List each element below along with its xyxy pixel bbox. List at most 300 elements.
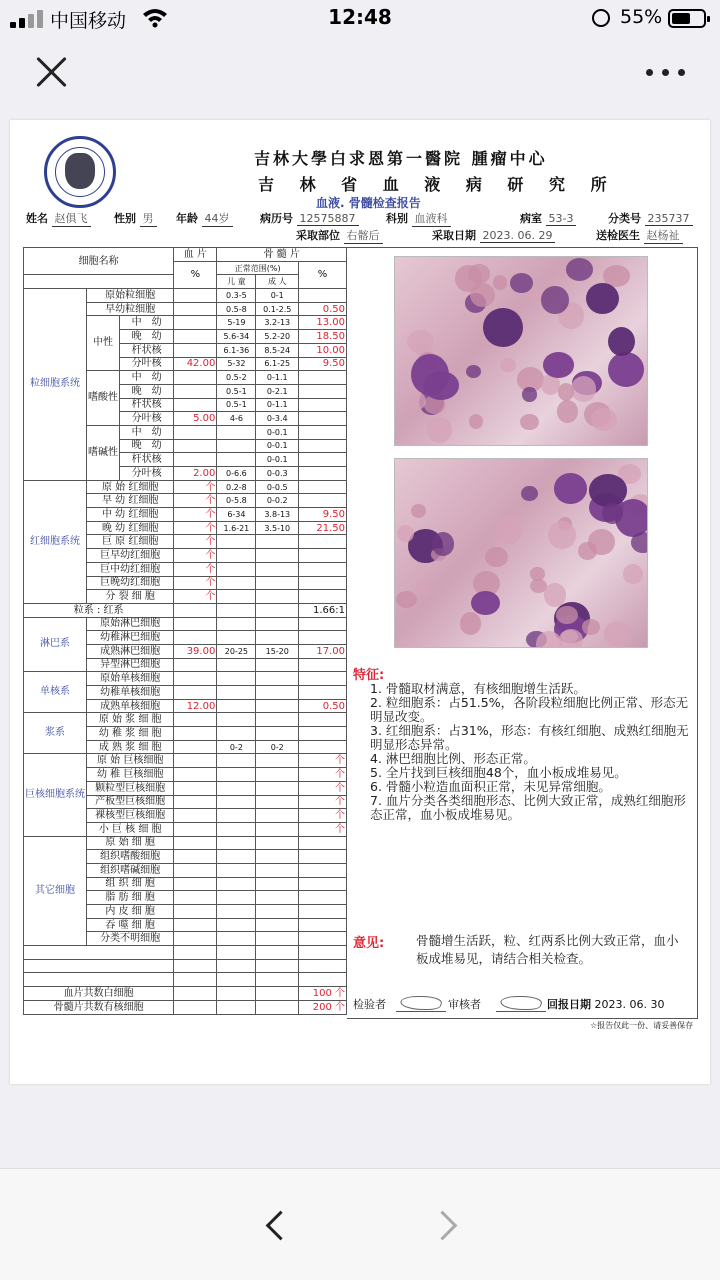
- marrow-value: 0.50: [299, 699, 347, 713]
- blood-value: 12.00: [174, 699, 217, 713]
- marrow-value: [299, 590, 347, 604]
- marrow-value: [299, 562, 347, 576]
- child-range: [217, 905, 256, 919]
- child-range: 6-34: [217, 508, 256, 522]
- blood-value: [174, 453, 217, 467]
- adult-range: 0-1.1: [256, 398, 299, 412]
- child-range: 0.5-1: [217, 398, 256, 412]
- blood-value: 个: [174, 562, 217, 576]
- cell-name: 分叶核: [120, 357, 174, 371]
- marrow-value: [299, 576, 347, 590]
- cell-blob: [586, 283, 619, 314]
- cell-blob: [460, 612, 481, 634]
- adult-range: 0-1: [256, 289, 299, 303]
- adult-range: [256, 686, 299, 700]
- marrow-value: [299, 836, 347, 850]
- child-range: [217, 535, 256, 549]
- adult-range: [256, 631, 299, 645]
- table-row: [24, 289, 347, 303]
- cell-name: 分 裂 细 胞: [87, 590, 174, 604]
- table-row: [24, 672, 347, 686]
- child-range: [217, 891, 256, 905]
- back-arrow-icon[interactable]: [262, 1209, 288, 1243]
- adult-range: [256, 1000, 299, 1014]
- adult-range: 3.2-13: [256, 316, 299, 330]
- child-range: [217, 781, 256, 795]
- marrow-value: 9.50: [299, 357, 347, 371]
- blood-value: [174, 877, 217, 891]
- marrow-value: [299, 932, 347, 946]
- adult-range: 0-0.2: [256, 494, 299, 508]
- cell-blob: [483, 308, 523, 347]
- blood-value: [174, 905, 217, 919]
- opinion-label: 意见:: [353, 936, 385, 951]
- cell-name: 原 始 巨核细胞: [87, 754, 174, 768]
- adult-range: [256, 713, 299, 727]
- blood-value: 个: [174, 508, 217, 522]
- battery-percent: 55%: [620, 6, 663, 28]
- cell-blob: [582, 619, 600, 635]
- cell-name: 异型淋巴细胞: [87, 658, 174, 672]
- marrow-value: [299, 289, 347, 303]
- cell-blob: [543, 352, 574, 377]
- child-range: 0-5.8: [217, 494, 256, 508]
- cell-name: [24, 946, 174, 960]
- child-range: [217, 576, 256, 590]
- cell-name: 中 幼: [120, 316, 174, 330]
- blood-value: 个: [174, 549, 217, 563]
- close-icon[interactable]: [34, 54, 70, 90]
- cell-blob: [493, 275, 508, 290]
- cell-name: 原始淋巴细胞: [87, 617, 174, 631]
- adult-range: 5.2-20: [256, 330, 299, 344]
- col-normal: 正常范围(%): [217, 261, 299, 275]
- adult-range: [256, 863, 299, 877]
- marrow-value: 个: [299, 754, 347, 768]
- child-range: [217, 590, 256, 604]
- cell-name: 粒系 : 红系: [24, 603, 174, 617]
- battery-icon: [668, 9, 706, 28]
- table-row: [24, 973, 347, 987]
- marrow-value: [299, 740, 347, 754]
- child-range: 0.5-2: [217, 371, 256, 385]
- blood-value: [174, 384, 217, 398]
- marrow-value: [299, 713, 347, 727]
- cell-name: 晚 幼: [120, 384, 174, 398]
- cell-name: 骨髓片共数有核细胞: [24, 1000, 174, 1014]
- child-range: [217, 1000, 256, 1014]
- child-range: 6.1-36: [217, 343, 256, 357]
- cell-blob: [536, 631, 562, 648]
- marrow-value: 1.66:1: [299, 603, 347, 617]
- marrow-value: [299, 850, 347, 864]
- cell-name: 内 皮 细 胞: [87, 905, 174, 919]
- cell-blob: [558, 383, 574, 401]
- table-row: [24, 959, 347, 973]
- report-date-label: 回报日期 2023. 06. 30: [547, 998, 665, 1011]
- blood-value: [174, 863, 217, 877]
- adult-range: [256, 672, 299, 686]
- cell-name: 中 幼: [120, 425, 174, 439]
- sample-site: 采取部位 右髂后: [296, 227, 383, 244]
- child-range: 5.6-34: [217, 330, 256, 344]
- adult-range: 6.1-25: [256, 357, 299, 371]
- cell-name: 杆状核: [120, 453, 174, 467]
- cell-name: 分类不明细胞: [87, 932, 174, 946]
- cell-name: 中 幼: [120, 371, 174, 385]
- cell-name: 巨中幼红细胞: [87, 562, 174, 576]
- blood-value: [174, 727, 217, 741]
- cell-name: 幼稚单核细胞: [87, 686, 174, 700]
- cell-blob: [608, 327, 635, 356]
- blood-value: [174, 809, 217, 823]
- sample-date: 采取日期 2023. 06. 29: [432, 227, 555, 243]
- referring-doctor: 送检医生 赵杨祉: [596, 227, 683, 244]
- blood-value: [174, 371, 217, 385]
- adult-range: 8.5-24: [256, 343, 299, 357]
- child-range: [217, 809, 256, 823]
- blood-value: [174, 740, 217, 754]
- child-range: [217, 918, 256, 932]
- blood-value: [174, 603, 217, 617]
- child-range: 0-2: [217, 740, 256, 754]
- adult-range: [256, 891, 299, 905]
- child-range: [217, 699, 256, 713]
- marrow-value: 个: [299, 768, 347, 782]
- marrow-value: 18.50: [299, 330, 347, 344]
- group-label: 单核系: [24, 672, 87, 713]
- adult-range: [256, 576, 299, 590]
- child-range: [217, 713, 256, 727]
- adult-range: [256, 768, 299, 782]
- reviewer-signature: [496, 992, 546, 1012]
- blood-value: 42.00: [174, 357, 217, 371]
- child-range: [217, 932, 256, 946]
- cell-count-table: [23, 247, 347, 1015]
- blood-value: [174, 1000, 217, 1014]
- adult-range: [256, 781, 299, 795]
- storage-note: ☆报告仅此一份、请妥善保存: [590, 1021, 694, 1030]
- cell-name: 组 织 细 胞: [87, 877, 174, 891]
- rotation-lock-icon: [592, 9, 610, 27]
- table-row: [24, 754, 347, 768]
- child-range: [217, 617, 256, 631]
- col-marrow: 骨 髓 片: [217, 248, 347, 262]
- blood-value: 2.00: [174, 467, 217, 481]
- cell-name: 原 始 细 胞: [87, 836, 174, 850]
- microscope-image-1: [394, 256, 648, 446]
- ward-room: 病室 53-3: [520, 210, 576, 226]
- cell-blob: [466, 365, 481, 378]
- cell-name: 早幼粒细胞: [87, 302, 174, 316]
- blood-value: [174, 987, 217, 1001]
- adult-range: [256, 850, 299, 864]
- child-range: [217, 727, 256, 741]
- col-adult: 成 人: [256, 275, 299, 289]
- cell-name: 巨早幼红细胞: [87, 549, 174, 563]
- cell-name: 原 始 红细胞: [87, 480, 174, 494]
- top-navbar: [0, 38, 720, 106]
- patient-name: 姓名 赵俱飞: [26, 210, 91, 227]
- feature-item: 2. 粒细胞系：占51.5%，各阶段粒细胞比例正常、形态无明显改变。: [370, 695, 689, 724]
- adult-range: 0-0.5: [256, 480, 299, 494]
- adult-range: [256, 822, 299, 836]
- child-range: [217, 603, 256, 617]
- blood-value: [174, 946, 217, 960]
- child-range: [217, 973, 256, 987]
- blood-value: [174, 289, 217, 303]
- blood-value: [174, 686, 217, 700]
- inspector-signature: [396, 992, 446, 1012]
- child-range: [217, 836, 256, 850]
- marrow-value: [299, 658, 347, 672]
- feature-item: 6. 骨髓小粒造血面积正常，未见异常细胞。: [370, 779, 611, 794]
- marrow-value: [299, 946, 347, 960]
- forward-arrow-icon[interactable]: [432, 1209, 458, 1243]
- table-row: [24, 836, 347, 850]
- blood-value: [174, 316, 217, 330]
- cell-name: 血片共数白细胞: [24, 987, 174, 1001]
- child-range: [217, 768, 256, 782]
- child-range: 0.5-1: [217, 384, 256, 398]
- col-child: 儿 童: [217, 275, 256, 289]
- blood-value: 5.00: [174, 412, 217, 426]
- cell-blob: [588, 529, 615, 556]
- blood-value: [174, 795, 217, 809]
- cell-blob: [408, 392, 426, 410]
- marrow-value: [299, 398, 347, 412]
- col-blood: 血 片: [174, 248, 217, 262]
- marrow-value: 个: [299, 809, 347, 823]
- blood-value: [174, 932, 217, 946]
- cell-blob: [554, 473, 588, 504]
- child-range: 5-32: [217, 357, 256, 371]
- marrow-value: [299, 384, 347, 398]
- cell-name: 原 始 浆 细 胞: [87, 713, 174, 727]
- marrow-value: 0.50: [299, 302, 347, 316]
- table-row: [24, 603, 347, 617]
- blood-value: 个: [174, 535, 217, 549]
- department: 科别 血液科: [386, 210, 451, 227]
- adult-range: [256, 699, 299, 713]
- marrow-value: [299, 535, 347, 549]
- marrow-value: 个: [299, 781, 347, 795]
- blood-value: [174, 781, 217, 795]
- inspector-label: 检验者: [353, 998, 386, 1011]
- child-range: 0.2-8: [217, 480, 256, 494]
- child-range: [217, 795, 256, 809]
- cell-blob: [496, 516, 522, 544]
- cell-name: 颗粒型巨核细胞: [87, 781, 174, 795]
- cell-name: 晚 幼: [120, 439, 174, 453]
- marrow-value: [299, 891, 347, 905]
- child-range: [217, 453, 256, 467]
- marrow-value: [299, 686, 347, 700]
- hospital-name: 吉林大學白求恩第一醫院 腫瘤中心: [254, 149, 548, 168]
- adult-range: [256, 905, 299, 919]
- cell-blob: [520, 414, 539, 431]
- adult-range: 0-0.1: [256, 453, 299, 467]
- features-list: [370, 682, 690, 822]
- cell-blob: [571, 376, 596, 402]
- marrow-value: 个: [299, 822, 347, 836]
- clock: 12:48: [328, 5, 392, 29]
- adult-range: [256, 562, 299, 576]
- child-range: [217, 439, 256, 453]
- adult-range: [256, 535, 299, 549]
- cell-blob: [471, 591, 501, 616]
- feature-item: 5. 全片找到巨核细胞48个，血小板成堆易见。: [370, 765, 627, 780]
- marrow-value: 17.00: [299, 644, 347, 658]
- child-range: 0-6.6: [217, 467, 256, 481]
- blood-value: [174, 836, 217, 850]
- child-range: [217, 822, 256, 836]
- cell-name: 产板型巨核细胞: [87, 795, 174, 809]
- child-range: [217, 877, 256, 891]
- cell-blob: [432, 532, 454, 556]
- cell-name: 早 幼 红细胞: [87, 494, 174, 508]
- marrow-value: [299, 631, 347, 645]
- blood-value: 个: [174, 480, 217, 494]
- table-row: [24, 1000, 347, 1014]
- blood-value: [174, 398, 217, 412]
- bottom-toolbar: [0, 1168, 720, 1280]
- blood-value: [174, 617, 217, 631]
- blood-value: [174, 343, 217, 357]
- blood-value: [174, 631, 217, 645]
- report-title: 血液. 骨髓检查报告: [316, 196, 421, 210]
- adult-range: [256, 946, 299, 960]
- marrow-value: [299, 973, 347, 987]
- patient-age: 年龄 44岁: [176, 210, 233, 227]
- child-range: [217, 686, 256, 700]
- adult-range: [256, 617, 299, 631]
- marrow-value: 10.00: [299, 343, 347, 357]
- cell-name: 成熟单核细胞: [87, 699, 174, 713]
- child-range: 0.5-8: [217, 302, 256, 316]
- cell-name: 中 幼 红细胞: [87, 508, 174, 522]
- cell-blob: [396, 591, 417, 608]
- group-label: 浆系: [24, 713, 87, 754]
- blood-value: [174, 302, 217, 316]
- adult-range: 0-0.1: [256, 439, 299, 453]
- adult-range: 0.1-2.5: [256, 302, 299, 316]
- cell-blob: [411, 504, 426, 518]
- feature-item: 1. 骨髓取材满意，有核细胞增生活跃。: [370, 681, 586, 696]
- cell-blob: [411, 354, 449, 395]
- cell-blob: [602, 503, 624, 524]
- child-range: [217, 863, 256, 877]
- table-row: [24, 480, 347, 494]
- adult-range: 0-0.1: [256, 425, 299, 439]
- cell-blob: [485, 547, 507, 567]
- child-range: [217, 987, 256, 1001]
- blood-value: [174, 713, 217, 727]
- feature-item: 3. 红细胞系：占31%，形态：有核红细胞、成熟红细胞无明显形态异常。: [370, 723, 689, 752]
- adult-range: [256, 549, 299, 563]
- marrow-value: 200 个: [299, 1000, 347, 1014]
- blood-value: [174, 891, 217, 905]
- child-range: [217, 549, 256, 563]
- adult-range: 0-3.4: [256, 412, 299, 426]
- adult-range: [256, 603, 299, 617]
- status-bar: [0, 0, 720, 38]
- feature-item: 4. 淋巴细胞比例、形态正常。: [370, 751, 536, 766]
- blood-value: 个: [174, 494, 217, 508]
- report-document: [10, 120, 710, 1084]
- cell-name: 脂 肪 细 胞: [87, 891, 174, 905]
- adult-range: [256, 836, 299, 850]
- microscope-image-2: [394, 458, 648, 648]
- child-range: [217, 754, 256, 768]
- adult-range: [256, 987, 299, 1001]
- blood-value: [174, 973, 217, 987]
- cell-name: 原始单核细胞: [87, 672, 174, 686]
- cell-name: 杆状核: [120, 398, 174, 412]
- patient-sex: 性别 男: [114, 210, 157, 227]
- more-icon[interactable]: [646, 66, 686, 78]
- child-range: [217, 959, 256, 973]
- cell-name: 巨 原 红细胞: [87, 535, 174, 549]
- blood-value: [174, 425, 217, 439]
- subgroup-label: 嗜酸性: [87, 371, 120, 426]
- blood-value: 个: [174, 576, 217, 590]
- table-row: [24, 617, 347, 631]
- marrow-value: [299, 672, 347, 686]
- cell-blob: [397, 525, 413, 542]
- opinion-text: 骨髓增生活跃，粒、红两系比例大致正常，血小板成堆易见，请结合相关检查。: [416, 933, 679, 966]
- group-label: 巨核细胞系统: [24, 754, 87, 836]
- cell-name: [24, 959, 174, 973]
- child-range: [217, 562, 256, 576]
- cell-name: 裸核型巨核细胞: [87, 809, 174, 823]
- adult-range: [256, 877, 299, 891]
- cell-blob: [589, 474, 627, 506]
- cell-blob: [521, 486, 537, 501]
- adult-range: [256, 590, 299, 604]
- marrow-value: [299, 453, 347, 467]
- cell-blob: [500, 358, 516, 373]
- marrow-value: [299, 727, 347, 741]
- cell-name: 晚 幼: [120, 330, 174, 344]
- cell-blob: [522, 387, 536, 401]
- cell-blob: [566, 258, 593, 281]
- cell-blob: [416, 579, 433, 594]
- cell-name: 小 巨 核 细 胞: [87, 822, 174, 836]
- adult-range: [256, 918, 299, 932]
- marrow-value: [299, 371, 347, 385]
- child-range: [217, 658, 256, 672]
- blood-value: [174, 850, 217, 864]
- adult-range: [256, 754, 299, 768]
- marrow-value: 100 个: [299, 987, 347, 1001]
- blood-value: [174, 754, 217, 768]
- adult-range: 3.5-10: [256, 521, 299, 535]
- cell-blob: [541, 286, 569, 314]
- adult-range: [256, 795, 299, 809]
- blood-value: [174, 439, 217, 453]
- blood-value: [174, 959, 217, 973]
- blood-value: [174, 330, 217, 344]
- child-range: 20-25: [217, 644, 256, 658]
- marrow-value: [299, 412, 347, 426]
- class-number: 分类号 235737: [608, 210, 693, 226]
- table-row: [24, 713, 347, 727]
- subgroup-label: 中性: [87, 316, 120, 371]
- table-row: [24, 946, 347, 960]
- cell-name: 原始粒细胞: [87, 289, 174, 303]
- adult-range: [256, 658, 299, 672]
